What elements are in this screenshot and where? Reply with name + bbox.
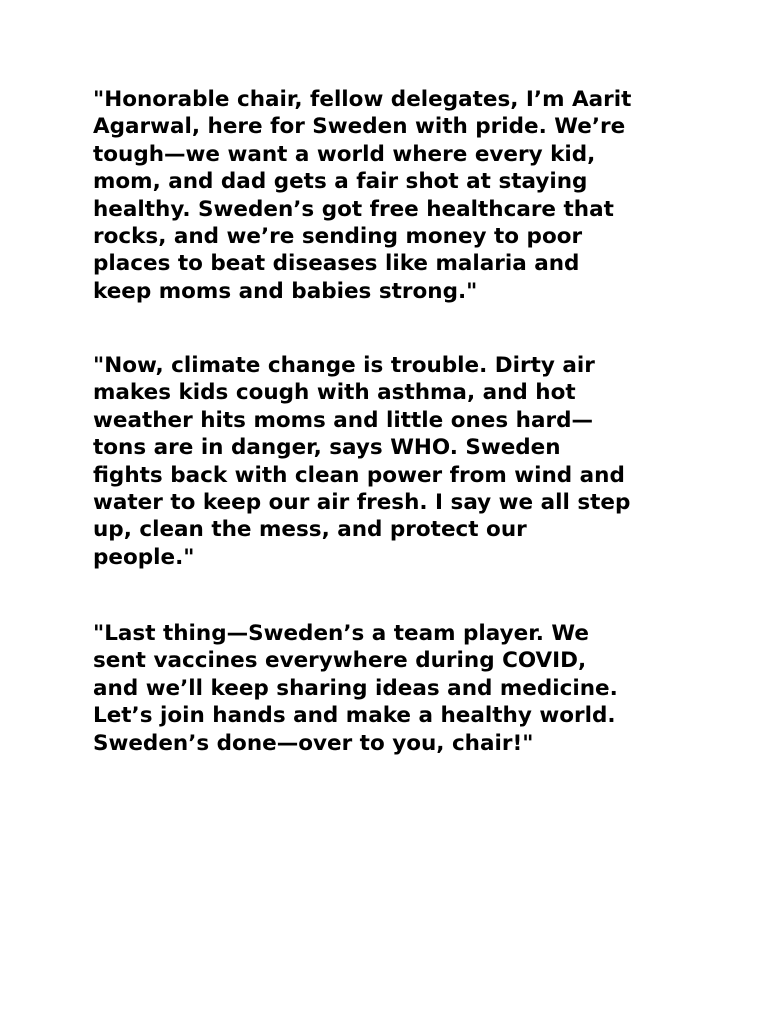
speech-paragraph-climate: "Now, climate change is trouble. Dirty air makes kids cough with asthma, and hot weather hits moms and little ones hard— tons are in danger, says WHO. Sweden fights back with clean power from wind and water to keep our air fresh. I say we all step up, clean the mess, and protect our people." xyxy=(93,353,631,570)
speech-paragraph-closing: "Last thing—Sweden’s a team player. We sent vaccines everywhere during COVID, and we’ll keep sharing ideas and medicine. Let’s join hands and make a healthy world. Sweden’s done—over to you, chair!" xyxy=(93,621,618,756)
speech-paragraph-intro: "Honorable chair, fellow delegates, I’m Aarit Agarwal, here for Sweden with pride. We’re tough—we want a world where every kid, mom, and dad gets a fair shot at staying healthy. Sweden’s got free healthcare that rocks, and we’re sending money to poor places to beat diseases like malaria and keep moms and babies strong." xyxy=(93,87,632,304)
